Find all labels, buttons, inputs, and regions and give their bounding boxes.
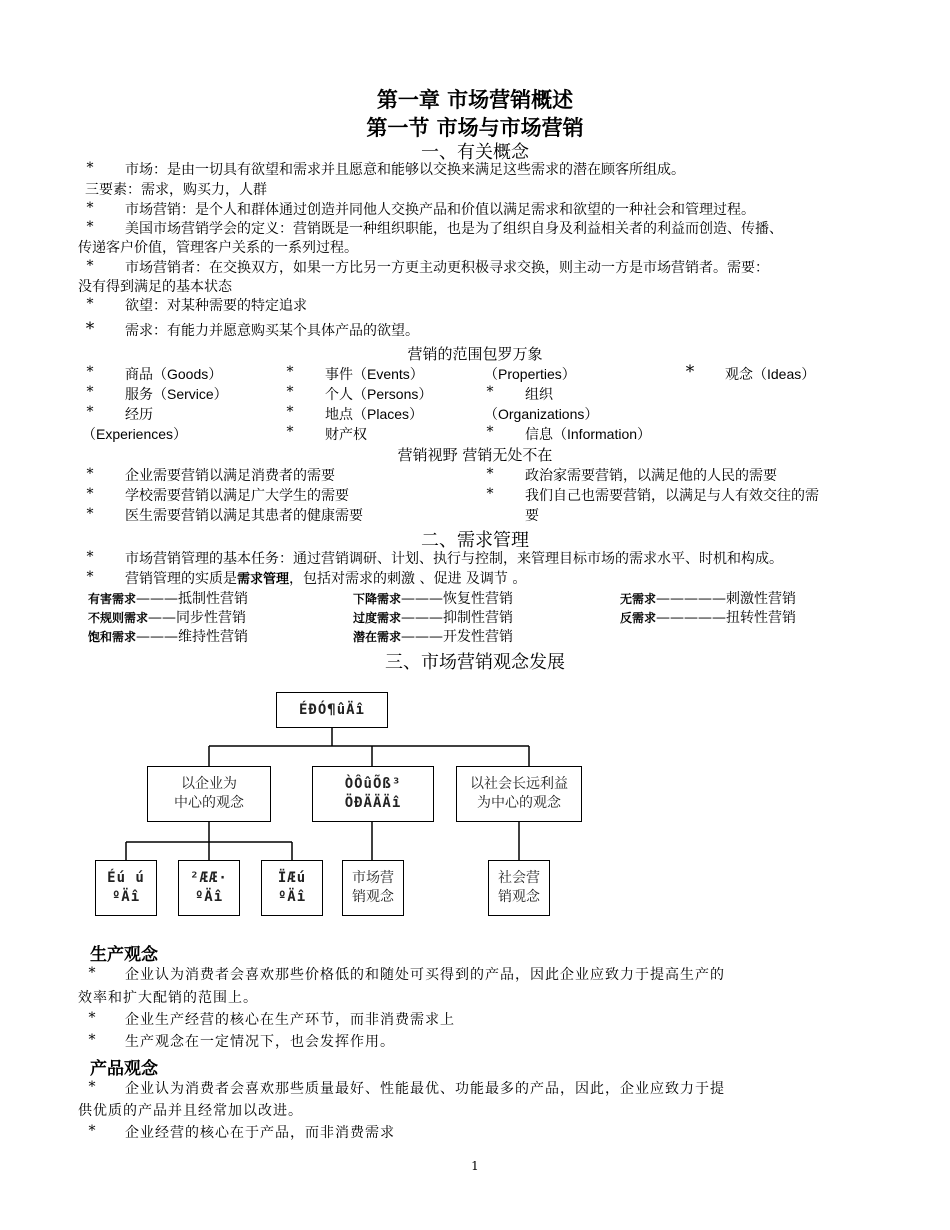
scope-ideas: 观念（Ideas） xyxy=(725,366,816,382)
production-item-1-cont: 效率和扩大配销的范围上。 xyxy=(78,990,258,1006)
box-line: Éú ú xyxy=(107,870,145,886)
vision-right-3: 要 xyxy=(525,508,539,524)
essence-keyword: 需求管理 xyxy=(237,572,290,587)
scope-heading: 营销的范围包罗万象 xyxy=(407,345,543,363)
bullet: * xyxy=(286,424,294,440)
demand-keyword: 过度需求 xyxy=(353,611,402,625)
definition-demand: 需求：有能力并愿意购买某个具体产品的欲望。 xyxy=(125,323,419,339)
bullet: * xyxy=(86,486,94,502)
dash: ————— xyxy=(656,610,727,626)
definition-want: 欲望：对某种需要的特定追求 xyxy=(125,298,307,314)
part2-heading: 二、需求管理 xyxy=(421,530,529,551)
demand-keyword: 不规则需求 xyxy=(88,611,149,625)
demand-keyword: 下降需求 xyxy=(353,592,402,606)
box-line: ÏÆú xyxy=(277,870,307,886)
dash: ————— xyxy=(656,591,727,607)
scope-persons: 个人（Persons） xyxy=(325,386,433,402)
diagram-society-centered-box xyxy=(456,766,582,822)
vision-left-1: 企业需要营销以满足消费者的需要 xyxy=(125,468,335,484)
management-task: 市场营销管理的基本任务：通过营销调研、计划、执行与控制，来管理目标市场的需求水平、时机和构成。 xyxy=(125,551,783,567)
scope-organization: 组织 xyxy=(525,386,553,402)
bullet: * xyxy=(88,1032,96,1048)
scope-property-rights: 财产权 xyxy=(325,426,367,442)
box-line: 销观念 xyxy=(352,889,394,905)
box-line: 中心的观念 xyxy=(174,795,244,811)
bullet: * xyxy=(286,384,294,400)
production-item-1: 企业认为消费者会喜欢那些价格低的和随处可买得到的产品，因此企业应致力于提高生产的 xyxy=(125,967,725,983)
dash: ——— xyxy=(136,591,179,607)
demand-result: 抵制性营销 xyxy=(178,591,249,607)
demand-keyword: 有害需求 xyxy=(88,592,137,606)
box-line: ºÄî xyxy=(277,889,307,905)
diagram-root-box: ÉÐÓ¶ûÄî xyxy=(276,692,388,728)
definition-ama-cont: 传递客户价值，管理客户关系的一系列过程。 xyxy=(78,240,358,256)
scope-properties: （Properties） xyxy=(484,366,576,382)
bullet: * xyxy=(86,160,94,176)
box-line: ºÄî xyxy=(194,889,224,905)
essence-prefix: 营销管理的实质是 xyxy=(125,571,237,587)
vision-left-3: 医生需要营销以满足其患者的健康需要 xyxy=(125,508,363,524)
scope-experiences-en: （Experiences） xyxy=(82,426,188,442)
bullet: * xyxy=(86,296,94,312)
part1-heading: 一、有关概念 xyxy=(421,142,529,163)
scope-goods: 商品（Goods） xyxy=(125,366,223,382)
essence-suffix: ，包括对需求的刺激 、促进 及调节 。 xyxy=(289,571,527,587)
demand-result: 开发性营销 xyxy=(443,629,514,645)
bullet: * xyxy=(86,384,94,400)
bullet: * xyxy=(86,364,94,380)
demand-result: 扭转性营销 xyxy=(726,610,797,626)
scope-information: 信息（Information） xyxy=(525,426,652,442)
vision-right-1: 政治家需要营销，以满足他的人民的需要 xyxy=(525,468,777,484)
production-item-2: 企业生产经营的核心在生产环节，而非消费需求上 xyxy=(125,1012,455,1028)
definition-ama: 美国市场营销学会的定义：营销既是一种组织职能，也是为了组织自身及利益相关者的利益而创造、传播、 xyxy=(125,221,783,237)
dash: ——— xyxy=(136,629,179,645)
product-item-2: 企业经营的核心在于产品，而非消费需求 xyxy=(125,1125,395,1141)
definition-marketing: 市场营销：是个人和群体通过创造并同他人交换产品和价值以满足需求和欲望的一种社会和管理过程。 xyxy=(125,202,755,218)
section-title: 第一节 市场与市场营销 xyxy=(366,116,584,140)
demand-keyword: 潜在需求 xyxy=(353,630,402,644)
page-number: 1 xyxy=(471,1159,479,1173)
definition-marketer-cont: 没有得到满足的基本状态 xyxy=(78,279,232,295)
vision-left-2: 学校需要营销以满足广大学生的需要 xyxy=(125,488,349,504)
bullet: * xyxy=(88,965,96,981)
demand-result: 恢复性营销 xyxy=(443,591,514,607)
box-line: 社会营 xyxy=(498,870,540,886)
box-line: 销观念 xyxy=(498,889,540,905)
bullet: * xyxy=(486,486,494,502)
bullet: * xyxy=(486,384,494,400)
box-line: 以企业为 xyxy=(181,776,237,792)
demand-result: 维持性营销 xyxy=(178,629,249,645)
product-item-1: 企业认为消费者会喜欢那些质量最好、性能最优、功能最多的产品，因此，企业应致力于提 xyxy=(125,1081,725,1097)
demand-keyword: 无需求 xyxy=(620,592,657,606)
bullet: * xyxy=(86,506,94,522)
demand-result: 刺激性营销 xyxy=(726,591,797,607)
box-line: ºÄî xyxy=(111,889,141,905)
definition-marketer: 市场营销者：在交换双方，如果一方比另一方更主动更积极寻求交换，则主动一方是市场营销者。需要： xyxy=(125,260,769,276)
box-line: ÖÐÄÄÄî xyxy=(344,795,402,811)
dash: ——— xyxy=(401,591,444,607)
bullet: * xyxy=(86,258,94,274)
bullet: * xyxy=(486,424,494,440)
vision-heading: 营销视野 营销无处不在 xyxy=(397,446,553,464)
product-heading: 产品观念 xyxy=(90,1059,158,1079)
diagram-selling-concept-box xyxy=(261,860,323,916)
three-elements: 三要素：需求，购买力，人群 xyxy=(85,182,267,198)
scope-events: 事件（Events） xyxy=(325,366,424,382)
production-item-3: 生产观念在一定情况下，也会发挥作用。 xyxy=(125,1034,395,1050)
vision-right-2: 我们自己也需要营销，以满足与人有效交往的需 xyxy=(525,488,819,504)
bullet: * xyxy=(88,1079,96,1095)
bullet: * xyxy=(486,466,494,482)
demand-keyword: 反需求 xyxy=(620,611,657,625)
diagram-production-concept-box xyxy=(95,860,157,916)
bullet: * xyxy=(86,466,94,482)
dash: ——— xyxy=(401,610,444,626)
bullet: * xyxy=(286,404,294,420)
diagram-enterprise-centered-box xyxy=(147,766,271,822)
demand-keyword: 饱和需求 xyxy=(88,630,137,644)
chapter-title: 第一章 市场营销概述 xyxy=(376,88,574,112)
bullet: * xyxy=(685,362,695,382)
bullet: * xyxy=(88,1010,96,1026)
bullet: * xyxy=(85,319,95,339)
box-line: 为中心的观念 xyxy=(477,795,561,811)
diagram-societal-marketing-concept-box xyxy=(488,860,550,916)
scope-organizations-en: （Organizations） xyxy=(484,406,599,422)
box-line: ÒÔûÕß³ xyxy=(344,776,402,792)
scope-experience: 经历 xyxy=(125,406,153,422)
bullet: * xyxy=(86,569,94,585)
diagram-product-concept-box xyxy=(178,860,240,916)
demand-result: 同步性营销 xyxy=(176,610,247,626)
diagram-consumer-centered-box xyxy=(312,766,434,822)
definition-market: 市场：是由一切具有欲望和需求并且愿意和能够以交换来满足这些需求的潜在顾客所组成。 xyxy=(125,162,685,178)
bullet: * xyxy=(86,200,94,216)
production-heading: 生产观念 xyxy=(90,945,158,965)
demand-result: 抑制性营销 xyxy=(443,610,514,626)
box-line: ²ÆÆ· xyxy=(190,870,228,886)
box-line: 市场营 xyxy=(352,870,394,886)
bullet: * xyxy=(86,549,94,565)
scope-places: 地点（Places） xyxy=(325,406,424,422)
box-line: 以社会长远利益 xyxy=(470,776,568,792)
diagram-marketing-concept-box xyxy=(342,860,404,916)
product-item-1-cont: 供优质的产品并且经常加以改进。 xyxy=(78,1103,303,1119)
bullet: * xyxy=(86,404,94,420)
bullet: * xyxy=(286,364,294,380)
scope-service: 服务（Service） xyxy=(125,386,228,402)
bullet: * xyxy=(88,1123,96,1139)
part3-heading: 三、市场营销观念发展 xyxy=(385,652,565,673)
dash: —— xyxy=(148,610,177,626)
dash: ——— xyxy=(401,629,444,645)
bullet: * xyxy=(86,219,94,235)
